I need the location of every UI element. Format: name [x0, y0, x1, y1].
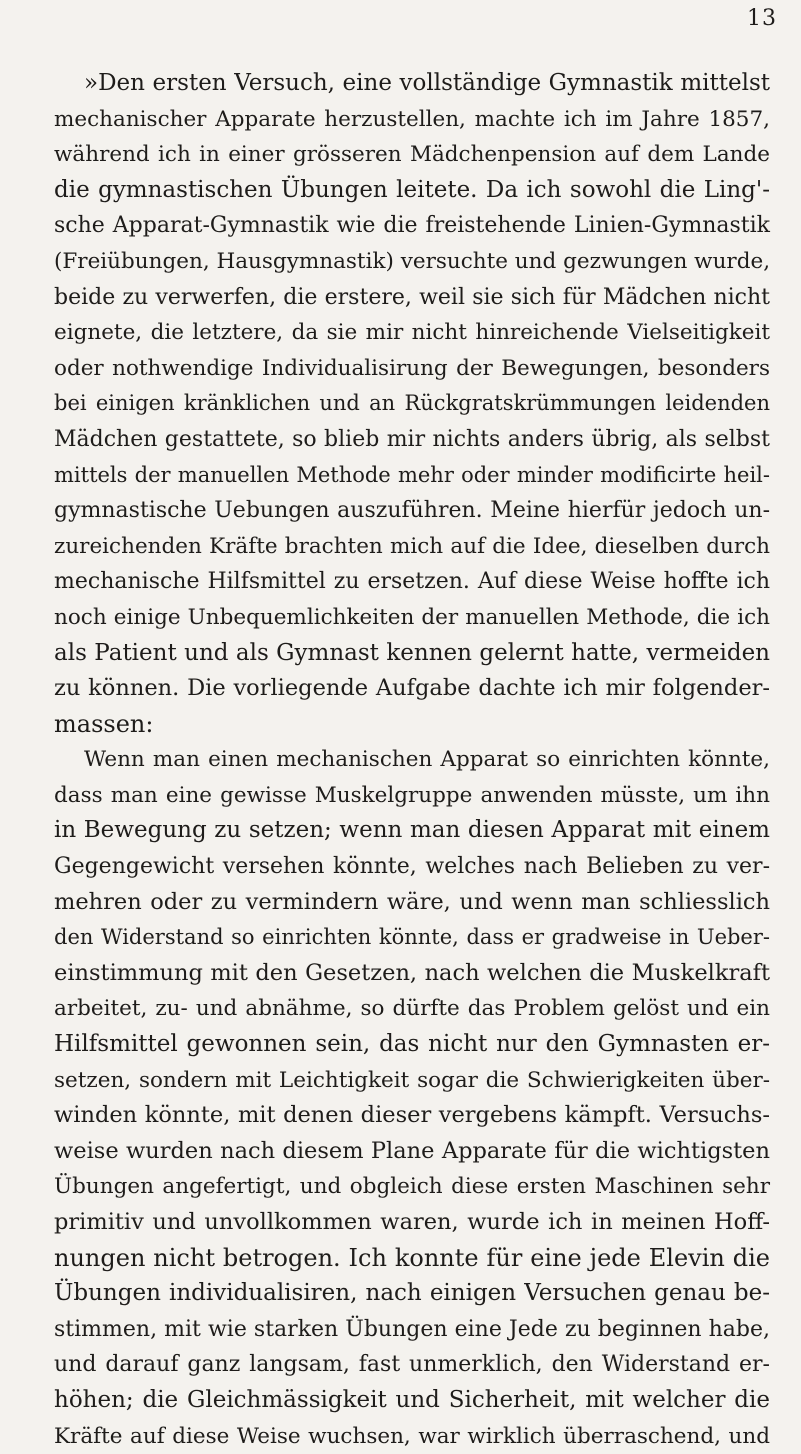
text-line: (Freiübungen, Hausgymnastik) versuchte und gezwungen wurde, — [54, 248, 771, 274]
text-line: mechanische Hilfsmittel zu ersetzen. Auf diese Weise hoffte ich — [54, 569, 770, 595]
text-line: dass man eine gewisse Muskelgruppe anwenden müsste, um ihn — [54, 782, 770, 808]
text-line: sche Apparat-Gymnastik wie die freistehende Linien-Gymnastik — [54, 213, 770, 239]
text-line: »Den ersten Versuch, eine vollständige Gymnastik mittelst — [84, 70, 770, 96]
text-line: stimmen, mit wie starken Übungen eine Jede zu beginnen habe, — [54, 1316, 770, 1342]
text-line: Übungen individualisiren, nach einigen Versuchen genau be- — [54, 1280, 770, 1307]
text-line: oder nothwendige Individualisirung der Bewegungen, besonders — [54, 355, 770, 381]
text-line: zureichenden Kräfte brachten mich auf die Idee, dieselben durch — [54, 533, 770, 559]
text-line: winden könnte, mit denen dieser vergebens kämpft. Versuchs- — [54, 1102, 770, 1129]
page-number: 13 — [747, 6, 777, 31]
text-line: Gegengewicht versehen könnte, welches nach Belieben zu ver- — [54, 854, 770, 880]
text-line: mehren oder zu vermindern wäre, und wenn man schliesslich — [54, 888, 770, 915]
text-line: Kräfte auf diese Weise wuchsen, war wirklich überraschend, und — [54, 1423, 770, 1449]
text-line: während ich in einer grösseren Mädchenpension auf dem Lande — [54, 142, 770, 168]
text-line: zu können. Die vorliegende Aufgabe dachte ich mir folgender- — [54, 675, 770, 702]
text-line: weise wurden nach diesem Plane Apparate für die wichtigsten — [54, 1137, 770, 1164]
text-line: als Patient und als Gymnast kennen gelernt hatte, vermeiden — [54, 639, 770, 666]
text-line: den Widerstand so einrichten könnte, dass er gradweise in Ueber- — [54, 925, 770, 950]
text-line: Hilfsmittel gewonnen sein, das nicht nur den Gymnasten er- — [54, 1031, 770, 1058]
text-line: mechanischer Apparate herzustellen, machte ich im Jahre 1857, — [54, 106, 770, 132]
text-line: beide zu verwerfen, die erstere, weil sie sich für Mädchen nicht — [54, 284, 770, 310]
text-line: die gymnastischen Übungen leitete. Da ich sowohl die Ling'- — [54, 176, 770, 203]
text-line: nungen nicht betrogen. Ich konnte für eine jede Elevin die — [54, 1243, 770, 1272]
text-line: Übungen angefertigt, und obgleich diese ersten Maschinen sehr — [54, 1174, 770, 1200]
text-line: in Bewegung zu setzen; wenn man diesen Apparat mit einem — [54, 817, 770, 844]
text-line: arbeitet, zu- und abnähme, so dürfte das Problem gelöst und ein — [54, 996, 770, 1022]
text-line: gymnastische Uebungen auszuführen. Meine hierfür jedoch un- — [54, 498, 770, 524]
text-line: massen: — [54, 709, 154, 738]
text-line: höhen; die Gleichmässigkeit und Sicherheit, mit welcher die — [54, 1386, 770, 1413]
text-line: primitiv und unvollkommen waren, wurde ich in meinen Hoff- — [54, 1209, 770, 1235]
body-text — [54, 66, 770, 1454]
text-line: und darauf ganz langsam, fast unmerklich, den Widerstand er- — [54, 1352, 770, 1378]
text-line: bei einigen kränklichen und an Rückgratskrümmungen leidenden — [54, 391, 770, 416]
text-line: Wenn man einen mechanischen Apparat so einrichten könnte, — [84, 747, 770, 773]
text-line: eignete, die letztere, da sie mir nicht hinreichende Vielseitigkeit — [54, 320, 770, 346]
text-line: setzen, sondern mit Leichtigkeit sogar die Schwierigkeiten über- — [54, 1067, 770, 1093]
text-line: mittels der manuellen Methode mehr oder minder modificirte heil- — [54, 462, 770, 487]
text-line: noch einige Unbequemlichkeiten der manuellen Methode, die ich — [54, 604, 770, 630]
text-line: einstimmung mit den Gesetzen, nach welchen die Muskelkraft — [54, 959, 770, 986]
text-line: Mädchen gestattete, so blieb mir nichts anders übrig, als selbst — [54, 426, 770, 452]
